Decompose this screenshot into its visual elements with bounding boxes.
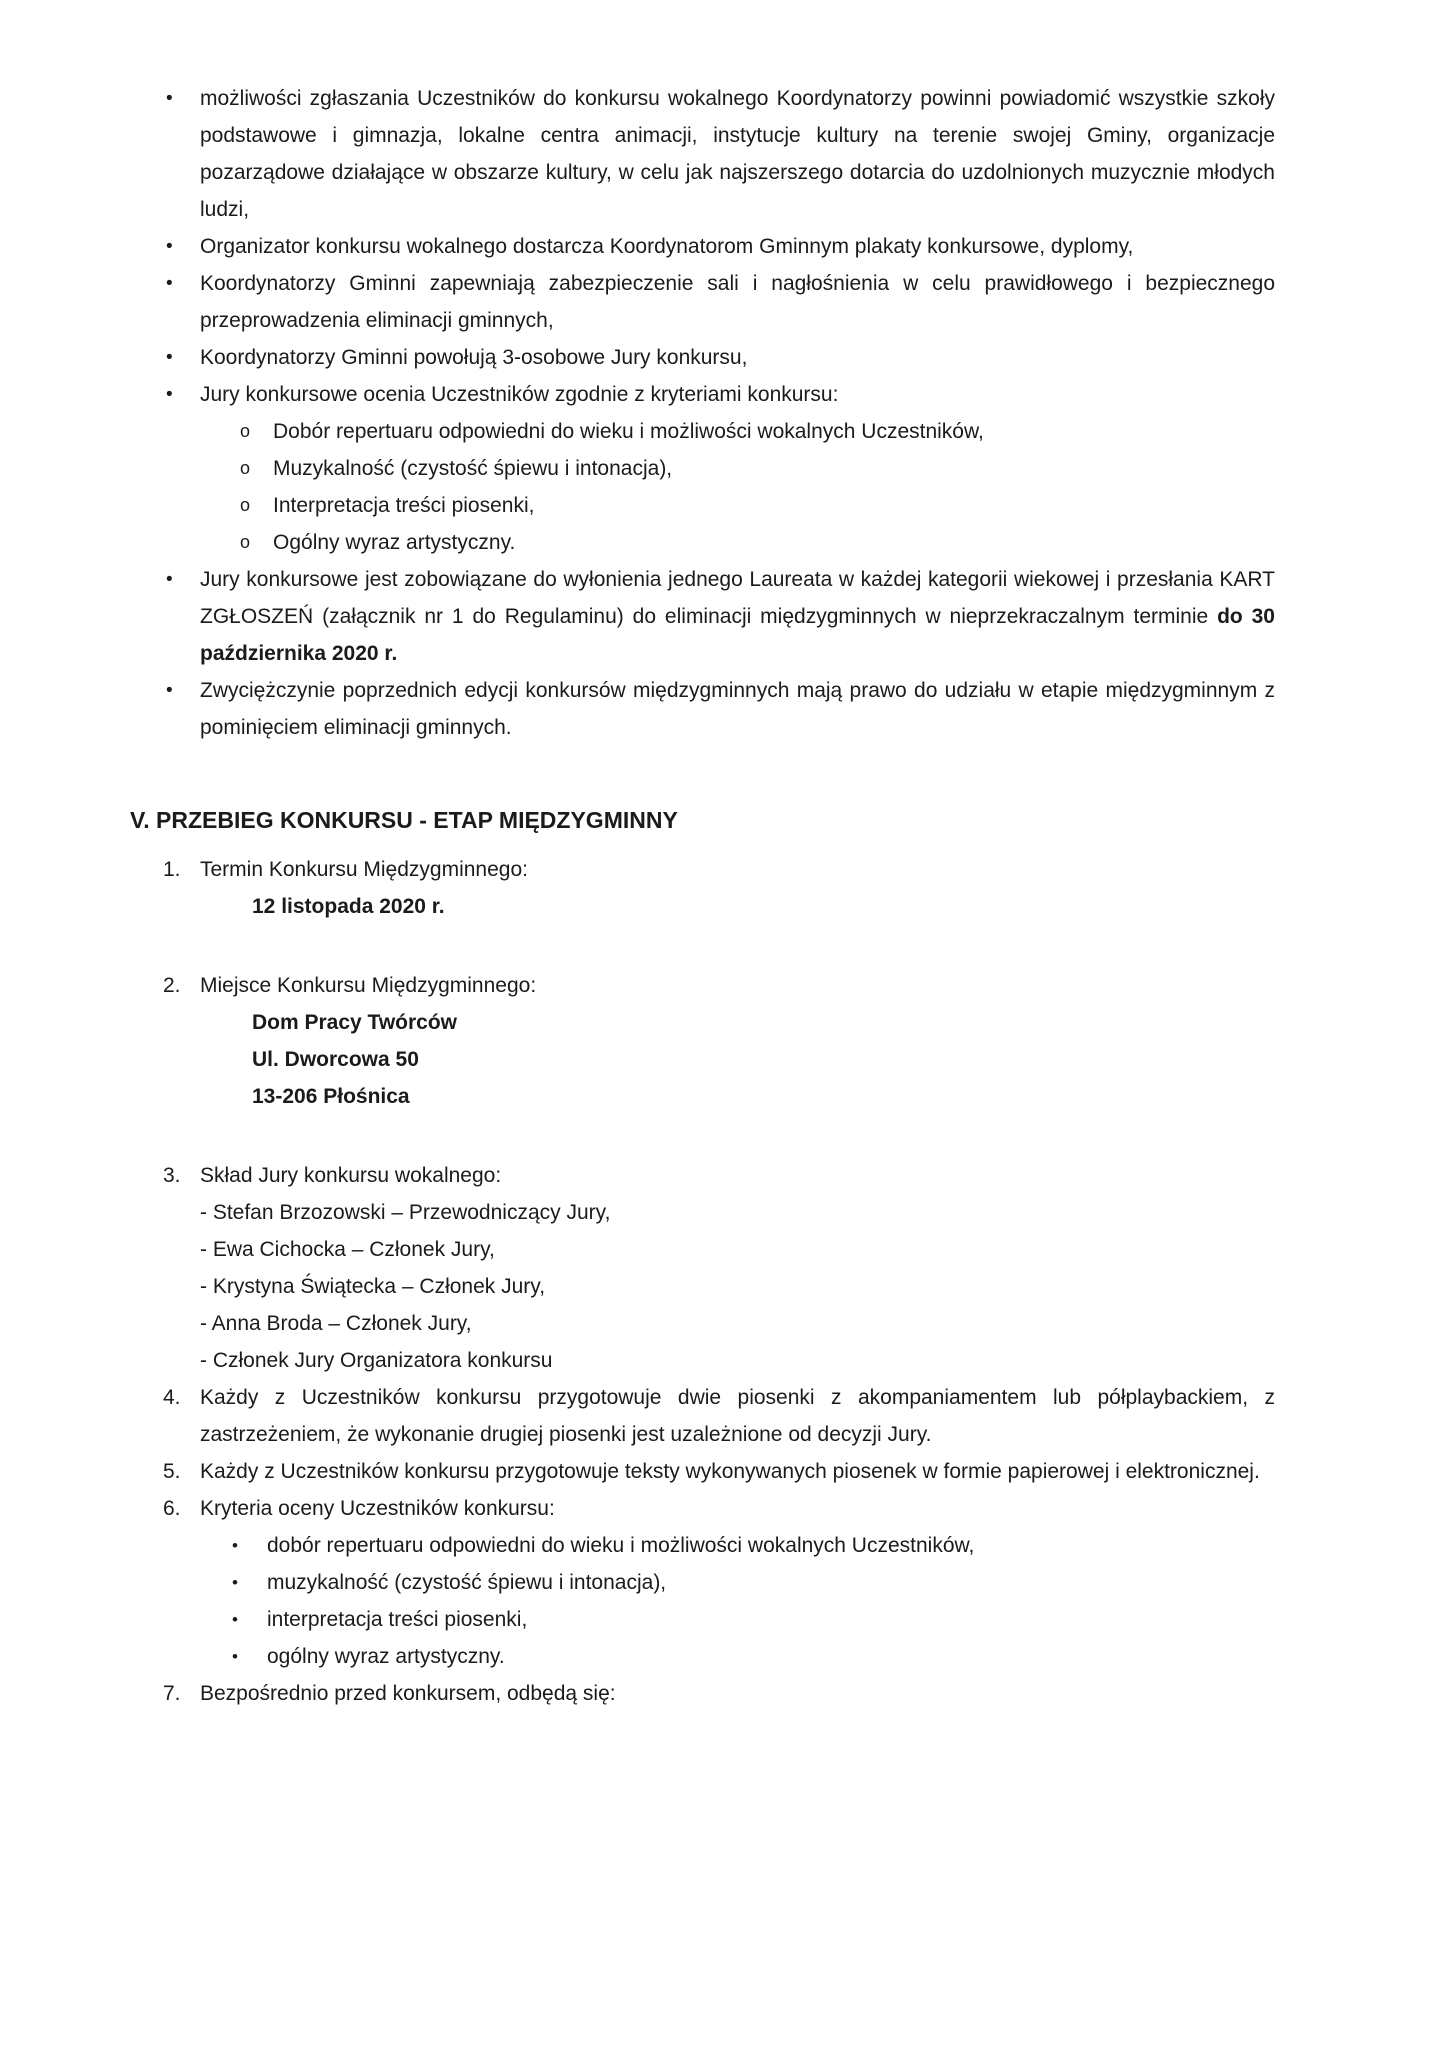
jury-member-line: - Ewa Cichocka – Członek Jury,	[200, 1238, 495, 1261]
bullet-item-jury-ocena	[130, 376, 1275, 413]
paragraph-text: Koordynatorzy Gminni zapewniają zabezpieczenie sali i nagłośnienia w celu prawidłowego i bezpiecznego przeprowadzenia eliminacji gminnych,	[200, 272, 1275, 332]
circle-icon: o	[240, 458, 251, 478]
event-date-line: 12 listopada 2020 r.	[252, 895, 445, 918]
paragraph-text: Dobór repertuaru odpowiedni do wieku i możliwości wokalnych Uczestników,	[273, 420, 984, 443]
bullet-item-jury-powolanie	[130, 339, 1275, 376]
bullet-icon: •	[166, 569, 173, 590]
jury-member-line: - Członek Jury Organizatora konkursu	[200, 1349, 553, 1372]
criteria-bullet-dobor	[130, 1527, 1275, 1564]
section-heading: V. PRZEBIEG KONKURSU - ETAP MIĘDZYGMINNY	[130, 807, 678, 833]
paragraph-text: Ogólny wyraz artystyczny.	[273, 531, 516, 554]
paragraph-text: Organizator konkursu wokalnego dostarcza Koordynatorom Gminnym plakaty konkursowe, dyplomy,	[200, 235, 1134, 258]
venue-city-line: 13-206 Płośnica	[252, 1085, 410, 1108]
paragraph-text: Koordynatorzy Gminni powołują 3-osobowe Jury konkursu,	[200, 346, 748, 369]
bullet-item-laureat	[130, 561, 1275, 672]
paragraph-text: Muzykalność (czystość śpiewu i intonacja),	[273, 457, 673, 480]
paragraph-text: Zwyciężczynie poprzednich edycji konkursów międzygminnych mają prawo do udziału w etapie międzygminnym z pominięciem eliminacji gminnych.	[200, 679, 1275, 739]
paragraph-text: Każdy z Uczestników konkursu przygotowuje teksty wykonywanych piosenek w formie papierowej i elektronicznej.	[200, 1460, 1260, 1483]
bullet-icon: •	[166, 88, 173, 109]
venue-name-line: Dom Pracy Twórców	[252, 1011, 457, 1034]
venue-street-line: Ul. Dworcowa 50	[252, 1048, 419, 1071]
paragraph-text: Bezpośrednio przed konkursem, odbędą się:	[200, 1682, 616, 1705]
jury-member-line: - Stefan Brzozowski – Przewodniczący Jury,	[200, 1201, 611, 1224]
bullet-item-koordynatorzy-sala	[130, 265, 1275, 339]
bullet-icon: •	[166, 236, 173, 257]
number-label: 6.	[163, 1497, 181, 1520]
bullet-item-zwyciezczynie	[130, 672, 1275, 746]
sub-bullet-interpretacja	[130, 487, 1275, 524]
numbered-item-6	[130, 1490, 1275, 1527]
bullet-item-mozliwosci	[130, 80, 1275, 228]
criteria-bullet-interpretacja	[130, 1601, 1275, 1638]
numbered-item-7	[130, 1675, 1275, 1712]
sub-bullet-dobor	[130, 413, 1275, 450]
numbered-item-4	[130, 1379, 1275, 1453]
number-label: 7.	[163, 1682, 181, 1705]
paragraph-text: możliwości zgłaszania Uczestników do konkursu wokalnego Koordynatorzy powinni powiadomić wszystkie szkoły podstawowe i gimnazja, lokalne centra animacji, instytucje kultury na terenie swojej Gminy, organizacje pozarządowe działające w obszarze kultury, w celu jak najszerszego dotarcia do uzdolnionych muzycznie młodych ludzi,	[200, 87, 1275, 221]
bullet-item-organizator	[130, 228, 1275, 265]
numbered-item-3	[130, 1157, 1275, 1194]
paragraph-text: Termin Konkursu Międzygminnego:	[200, 858, 528, 881]
paragraph-text: ogólny wyraz artystyczny.	[267, 1645, 505, 1668]
criteria-bullet-wyraz	[130, 1638, 1275, 1675]
number-label: 5.	[163, 1460, 181, 1483]
paragraph-text: dobór repertuaru odpowiedni do wieku i możliwości wokalnych Uczestników,	[267, 1534, 975, 1557]
numbered-item-1	[130, 851, 1275, 888]
paragraph-text: Miejsce Konkursu Międzygminnego:	[200, 974, 537, 997]
circle-icon: o	[240, 532, 251, 552]
numbered-item-5	[130, 1453, 1275, 1490]
circle-icon: o	[240, 495, 251, 515]
bullet-icon: •	[166, 384, 173, 405]
sub-bullet-wyraz	[130, 524, 1275, 561]
paragraph-text: Kryteria oceny Uczestników konkursu:	[200, 1497, 555, 1520]
deadline-bold-text: do 30 października 2020 r.	[200, 605, 1275, 665]
circle-icon: o	[240, 421, 251, 441]
paragraph-text: muzykalność (czystość śpiewu i intonacja),	[267, 1571, 667, 1594]
bullet-icon: •	[232, 1536, 238, 1555]
bullet-icon: •	[232, 1647, 238, 1666]
number-label: 1.	[163, 858, 181, 881]
paragraph-text: Jury konkursowe jest zobowiązane do wyłonienia jednego Laureata w każdej kategorii wiekowej i przesłania KART ZGŁOSZEŃ (załącznik nr 1 do Regulaminu) do eliminacji międzygminnych w nieprzekraczalnym terminie	[200, 568, 1275, 628]
spacer	[130, 925, 1275, 967]
sub-bullet-muzykalnosc	[130, 450, 1275, 487]
bullet-icon: •	[232, 1610, 238, 1629]
bullet-icon: •	[166, 273, 173, 294]
bullet-icon: •	[232, 1573, 238, 1592]
bullet-icon: •	[166, 347, 173, 368]
jury-member-line: - Krystyna Świątecka – Członek Jury,	[200, 1275, 546, 1298]
bullet-icon: •	[166, 680, 173, 701]
paragraph-text: Skład Jury konkursu wokalnego:	[200, 1164, 502, 1187]
paragraph-text: Każdy z Uczestników konkursu przygotowuje dwie piosenki z akompaniamentem lub półplaybackiem, z zastrzeżeniem, że wykonanie drugiej piosenki jest uzależnione od decyzji Jury.	[200, 1386, 1275, 1446]
number-label: 4.	[163, 1386, 181, 1409]
jury-member-line: - Anna Broda – Członek Jury,	[200, 1312, 472, 1335]
paragraph-text: Interpretacja treści piosenki,	[273, 494, 535, 517]
paragraph-text: interpretacja treści piosenki,	[267, 1608, 528, 1631]
number-label: 3.	[163, 1164, 181, 1187]
number-label: 2.	[163, 974, 181, 997]
spacer	[130, 1115, 1275, 1157]
numbered-item-2	[130, 967, 1275, 1004]
criteria-bullet-muzykalnosc	[130, 1564, 1275, 1601]
paragraph-text: Jury konkursowe ocenia Uczestników zgodnie z kryteriami konkursu:	[200, 383, 839, 406]
